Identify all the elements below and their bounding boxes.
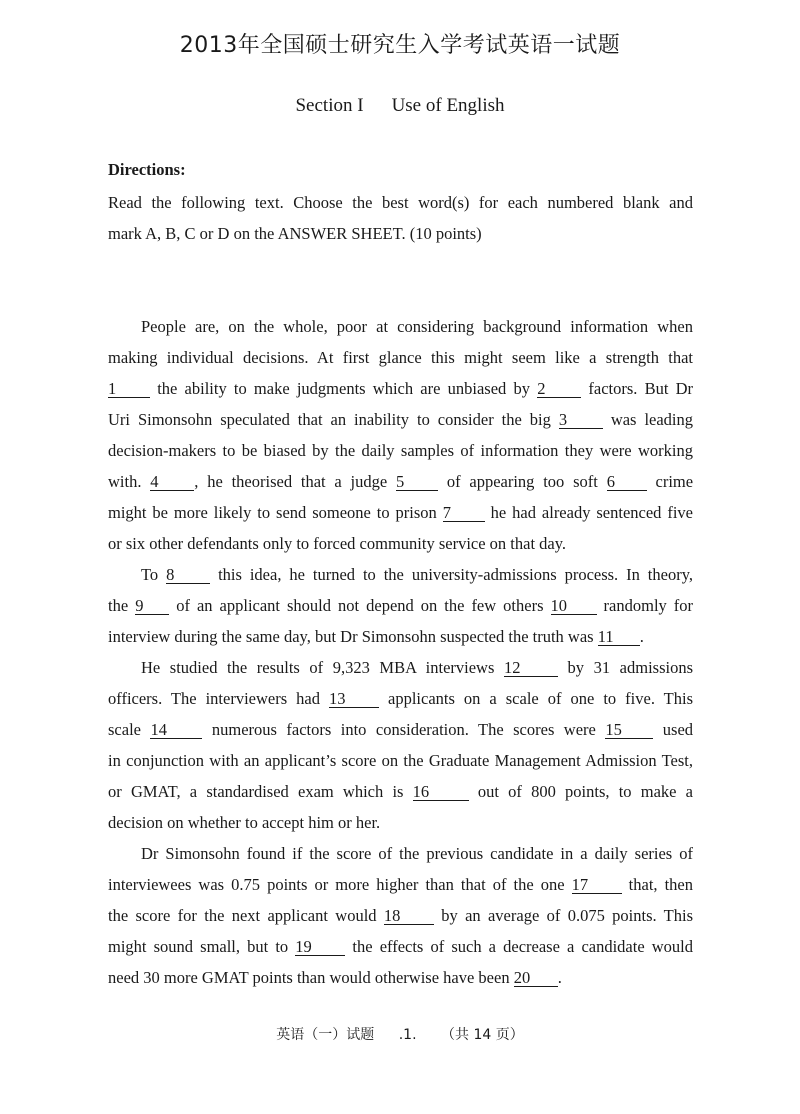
- exam-title: 2013年全国硕士研究生入学考试英语一试题: [179, 33, 621, 58]
- blank-15: 15: [605, 722, 653, 739]
- passage-line: making individual decisions. At first glance this might seem like a strength that: [108, 348, 693, 367]
- blank-20: 20: [514, 970, 558, 987]
- directions-label: Directions:: [108, 160, 186, 179]
- blank-12: 12: [504, 660, 558, 677]
- passage-line: [108, 596, 693, 616]
- passage-text: numerous factors into consideration. The scores were: [211, 720, 596, 739]
- passage-line: decision-makers to be biased by the daily samples of information they were working: [108, 441, 693, 460]
- passage-text: .: [639, 627, 644, 646]
- passage-text: might sound small, but to: [108, 937, 289, 956]
- passage-text: applicants on a scale of one to five. This: [388, 689, 694, 708]
- passage-text: factors. But Dr: [588, 379, 694, 398]
- passage-text: of an applicant should not depend on the few others: [176, 596, 544, 615]
- blank-11: 11: [598, 629, 640, 646]
- passage-text: he had already sentenced five: [490, 503, 694, 522]
- passage-text: need 30 more GMAT points than would otherwise have been: [108, 968, 510, 987]
- passage-text: scale: [108, 720, 141, 739]
- blank-4: 4: [150, 474, 194, 491]
- blank-1: 1: [108, 381, 150, 398]
- passage-text: used: [662, 720, 694, 739]
- blank-17: 17: [572, 877, 622, 894]
- blank-5: 5: [396, 474, 438, 491]
- passage-text: or GMAT, a standardised exam which is: [108, 782, 404, 801]
- passage-line: in conjunction with an applicant’s score on the Graduate Management Admission Test,: [108, 751, 693, 770]
- section-name: Use of English: [391, 95, 505, 116]
- passage-text: Uri Simonsohn speculated that an inability to consider the big: [108, 410, 551, 429]
- blank-2: 2: [537, 381, 581, 398]
- passage-line: [141, 565, 693, 585]
- passage-text: .: [557, 968, 562, 987]
- passage-line: or six other defendants only to forced community service on that day.: [108, 534, 567, 553]
- passage-text: officers. The interviewers had: [108, 689, 320, 708]
- blank-6: 6: [607, 474, 647, 491]
- passage-text: out of 800 points, to make a: [477, 782, 694, 801]
- passage-line: People are, on the whole, poor at considering background information when: [141, 317, 693, 336]
- passage-line: [108, 472, 693, 492]
- passage-text: randomly for: [603, 596, 694, 615]
- passage-line: [108, 782, 693, 802]
- passage-line: [108, 503, 693, 523]
- passage-text: might be more likely to send someone to prison: [108, 503, 437, 522]
- passage-line: [108, 410, 693, 430]
- passage-line: [108, 720, 693, 740]
- blank-18: 18: [384, 908, 434, 925]
- passage-text: , he theorised that a judge: [194, 472, 388, 491]
- page-footer: [0, 1024, 800, 1044]
- passage-text: the effects of such a decrease a candidate would: [352, 937, 694, 956]
- passage-text: of appearing too soft: [446, 472, 598, 491]
- passage-text: that, then: [628, 875, 694, 894]
- blank-19: 19: [295, 939, 345, 956]
- blank-8: 8: [166, 567, 210, 584]
- passage-text: crime: [655, 472, 694, 491]
- passage-text: by 31 admissions: [567, 658, 694, 677]
- passage-text: this idea, he turned to the university-admissions process. In theory,: [218, 565, 693, 584]
- passage-line: [108, 379, 693, 399]
- blank-16: 16: [413, 784, 469, 801]
- footer-total-pages: （共 14 页）: [441, 1027, 524, 1043]
- blank-9: 9: [135, 598, 169, 615]
- blank-13: 13: [329, 691, 379, 708]
- passage-text: the ability to make judgments which are unbiased by: [157, 379, 530, 398]
- blank-14: 14: [150, 722, 202, 739]
- passage-line: [108, 689, 693, 709]
- passage-text: the score for the next applicant would: [108, 906, 377, 925]
- passage-line: [108, 627, 693, 647]
- passage-text: by an average of 0.075 points. This: [441, 906, 694, 925]
- footer-subject: 英语（一）试题: [276, 1027, 375, 1043]
- passage-text: the: [108, 596, 129, 615]
- section-heading: [0, 95, 800, 117]
- passage-text: was leading: [610, 410, 694, 429]
- footer-page-number: .1.: [398, 1027, 417, 1043]
- passage-line: decision on whether to accept him or her.: [108, 813, 381, 832]
- section-number: Section I: [295, 95, 364, 116]
- directions-line: Read the following text. Choose the best word(s) for each numbered blank and: [108, 193, 693, 212]
- passage-line: [108, 937, 693, 957]
- passage-line: Dr Simonsohn found if the score of the previous candidate in a daily series of: [141, 844, 693, 863]
- passage-line: [108, 875, 693, 895]
- passage-line: [108, 968, 693, 988]
- passage-text: interview during the same day, but Dr Simonsohn suspected the truth was: [108, 627, 594, 646]
- passage-text: He studied the results of 9,323 MBA interviews: [141, 658, 495, 677]
- passage-text: To: [141, 565, 159, 584]
- blank-3: 3: [559, 412, 603, 429]
- passage-line: [141, 658, 693, 678]
- blank-7: 7: [443, 505, 485, 522]
- blank-10: 10: [551, 598, 597, 615]
- passage-text: interviewees was 0.75 points or more higher than that of the one: [108, 875, 565, 894]
- passage-line: [108, 906, 693, 926]
- directions-line: mark A, B, C or D on the ANSWER SHEET. (10 points): [108, 224, 482, 243]
- passage-text: with.: [108, 472, 142, 491]
